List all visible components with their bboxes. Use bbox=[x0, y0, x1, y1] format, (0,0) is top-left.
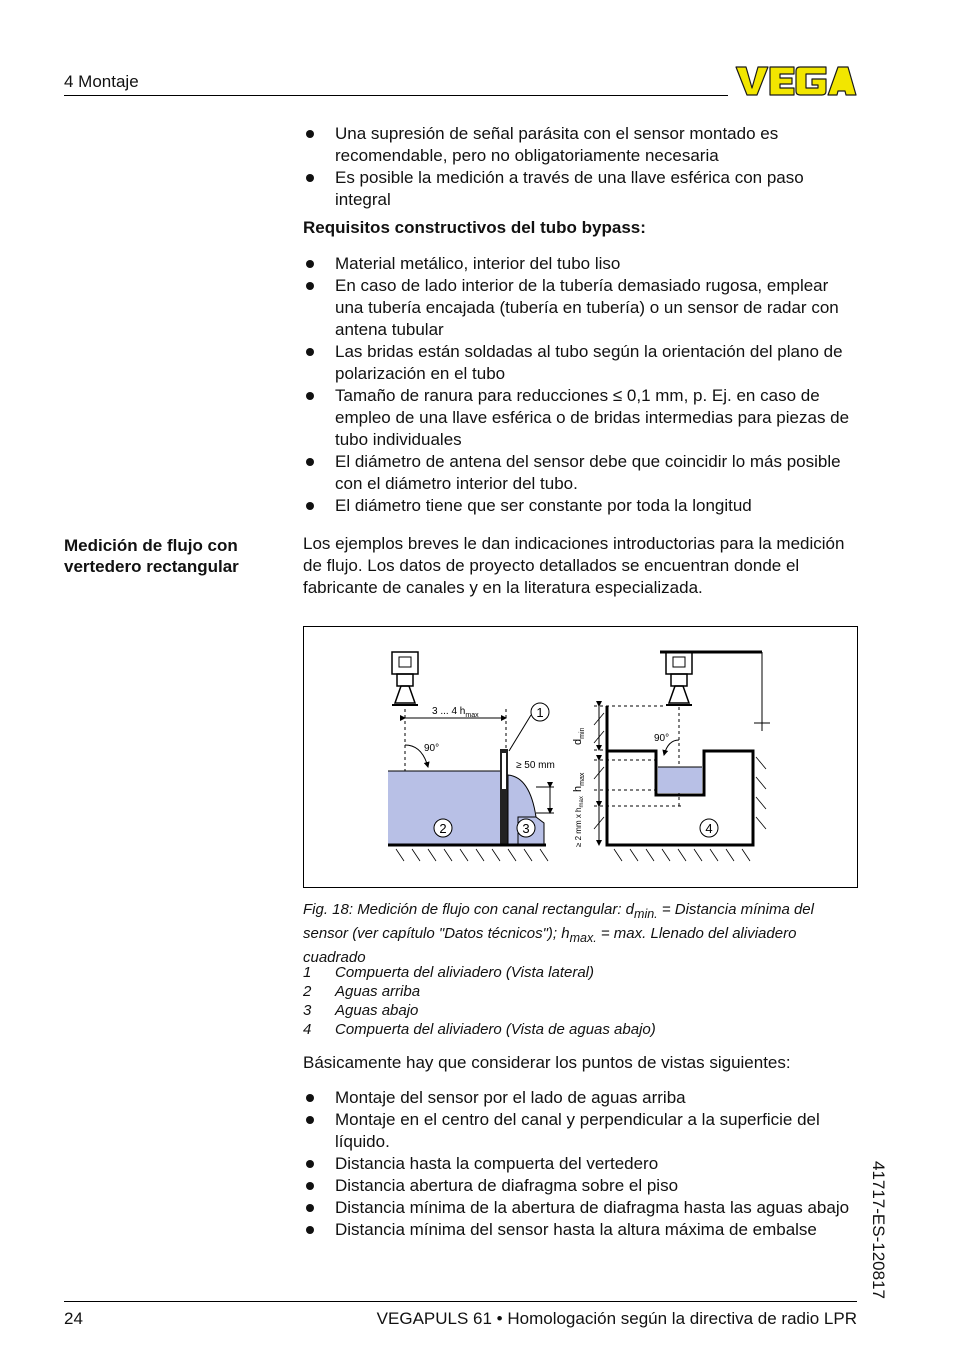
list-item: Material metálico, interior del tubo liso bbox=[303, 253, 859, 275]
intro-bullet-list bbox=[303, 123, 859, 211]
legend-item: 4 Compuerta del aliviadero (Vista de aguas abajo) bbox=[303, 1021, 656, 1038]
min-2mm-label: ≥ 2 mm x $h_{max}$ bbox=[574, 796, 585, 847]
flow-side-heading: Medición de flujo con vertedero rectangular bbox=[64, 536, 239, 576]
list-item: En caso de lado interior de la tubería demasiado rugosa, emplear una tubería encajada (tubería en tubería) o un sensor de radar con antena tubular bbox=[303, 275, 859, 341]
points-bullet-list bbox=[303, 1087, 859, 1241]
list-item: El diámetro de antena del sensor debe que coincidir lo más posible con el diámetro interior del tubo. bbox=[303, 451, 859, 495]
angle-right-label: 90° bbox=[654, 733, 670, 744]
flow-paragraph: Los ejemplos breves le dan indicaciones introductorias para la medición de flujo. Los datos de proyecto detallados se encuentran donde el fabricante de canales y en la literatura especializada. bbox=[303, 534, 845, 597]
callout-1 bbox=[509, 703, 549, 751]
vega-logo bbox=[734, 64, 858, 98]
bypass-bullet-list bbox=[303, 253, 859, 517]
footer-title: VEGAPULS 61 • Homologación según la directiva de radio LPR bbox=[376, 1309, 857, 1328]
range-label: 3 ... 4 $h_{max}$ bbox=[432, 706, 479, 719]
weir-diagram bbox=[304, 627, 857, 887]
svg-text:1: 1 bbox=[536, 705, 544, 720]
list-item: El diámetro tiene que ser constante por toda la longitud bbox=[303, 495, 859, 517]
sensor-right bbox=[666, 652, 692, 705]
dmin-label: $d_{min}$ bbox=[572, 727, 586, 745]
svg-text:4: 4 bbox=[705, 821, 713, 836]
sensor-left bbox=[392, 652, 418, 705]
weir-figure bbox=[303, 626, 858, 888]
section-title: 4 Montaje bbox=[64, 72, 139, 91]
hmax-label: $h_{max}$ bbox=[572, 772, 586, 792]
legend-item: 1 Compuerta del aliviadero (Vista lateral) bbox=[303, 964, 595, 981]
callout-2 bbox=[434, 819, 452, 837]
ground-hatch-left bbox=[396, 849, 548, 861]
header-divider bbox=[64, 95, 728, 96]
intro-block bbox=[303, 123, 859, 211]
legend-item: 3 Aguas abajo bbox=[303, 1002, 419, 1019]
list-item: Distancia abertura de diafragma sobre el piso bbox=[303, 1175, 859, 1197]
bypass-block bbox=[303, 253, 859, 517]
callout-4 bbox=[700, 819, 718, 837]
page-number: 24 bbox=[64, 1309, 83, 1328]
list-item: Tamaño de ranura para reducciones ≤ 0,1 mm, p. Ej. en caso de empleo de una llave esférica o de bridas intermedias para piezas de tubo individuales bbox=[303, 385, 859, 451]
list-item: Distancia mínima de la abertura de diafragma hasta las aguas abajo bbox=[303, 1197, 859, 1219]
callout-3 bbox=[517, 819, 535, 837]
angle-left-label: 90° bbox=[424, 743, 440, 754]
figure-caption: Fig. 18: Medición de flujo con canal rectangular: $d_{min.}$ = Distancia mínima del sensor (ver capítulo "Datos técnicos"); $h_{max.} = \max$. Llenado del aliviadero cuadrado bbox=[303, 901, 814, 966]
svg-text:3: 3 bbox=[522, 821, 530, 836]
list-item: Una supresión de señal parásita con el sensor montado es recomendable, pero no obligatoriamente necesaria bbox=[303, 123, 859, 167]
document-code: 41717-ES-120817 bbox=[869, 1160, 888, 1300]
bypass-heading: Requisitos constructivos del tubo bypass: bbox=[303, 218, 646, 237]
points-block bbox=[303, 1087, 859, 1241]
points-intro: Básicamente hay que considerar los puntos de vistas siguientes: bbox=[303, 1053, 791, 1072]
list-item: Montaje en el centro del canal y perpendicular a la superficie del líquido. bbox=[303, 1109, 859, 1153]
list-item: Distancia hasta la compuerta del vertedero bbox=[303, 1153, 859, 1175]
notch-water bbox=[658, 767, 702, 793]
list-item: Montaje del sensor por el lado de aguas arriba bbox=[303, 1087, 859, 1109]
footer-divider bbox=[64, 1301, 857, 1302]
svg-text:2: 2 bbox=[439, 821, 447, 836]
list-item: Es posible la medición a través de una llave esférica con paso integral bbox=[303, 167, 859, 211]
list-item: Las bridas están soldadas al tubo según la orientación del plano de polarización en el tubo bbox=[303, 341, 859, 385]
list-item: Distancia mínima del sensor hasta la altura máxima de embalse bbox=[303, 1219, 859, 1241]
min-50mm-label: ≥ 50 mm bbox=[516, 760, 555, 771]
figure-legend bbox=[303, 963, 859, 1039]
legend-item: 2 Aguas arriba bbox=[303, 983, 421, 1000]
